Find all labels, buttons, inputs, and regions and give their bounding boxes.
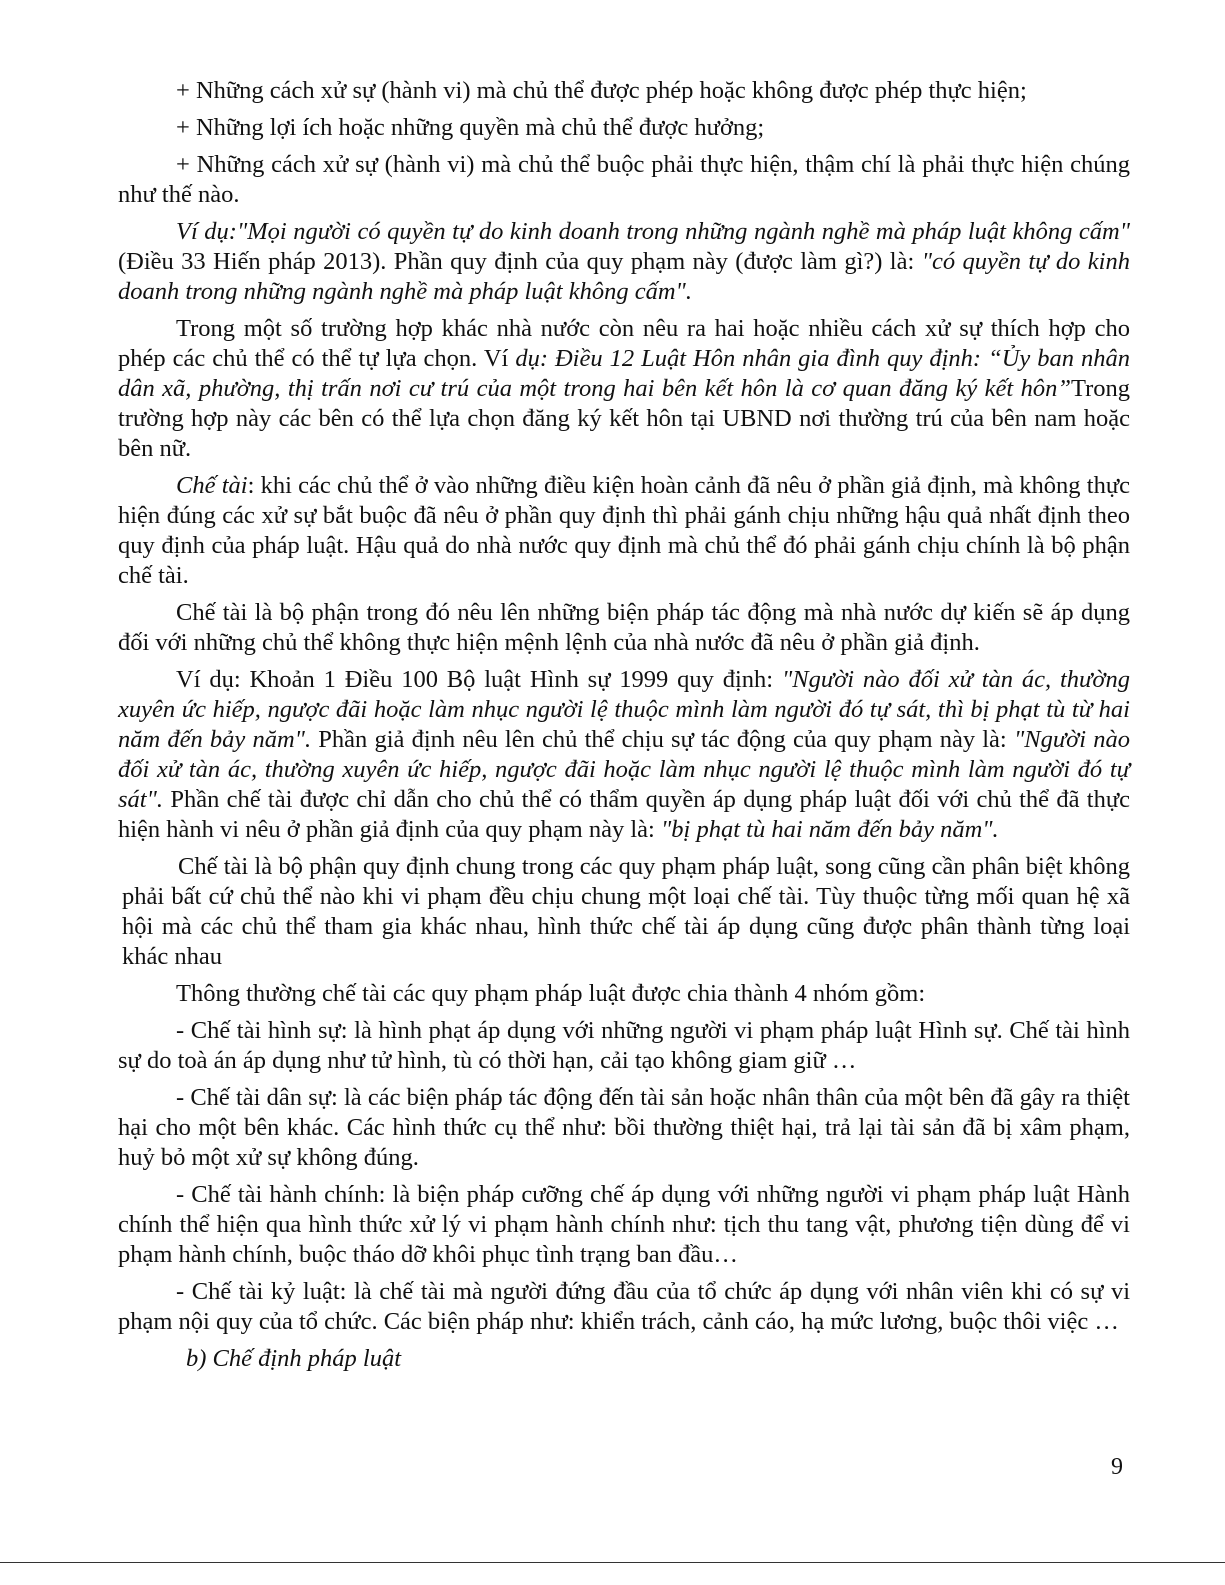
- text-run: Chế tài là bộ phận quy định chung trong các quy phạm pháp luật, song cũng cần phân biệt không phải bất cứ chủ thể nào khi vi phạm đều chịu chung một loại chế tài. Tùy thuộc từng mối quan hệ xã hội mà các chủ thể tham gia khác nhau, hình thức chế tài áp dụng cũng được phân thành từng loại khác nhau: [122, 853, 1130, 970]
- paragraph: [118, 471, 1130, 591]
- text-run: + Những cách xử sự (hành vi) mà chủ thể được phép hoặc không được phép thực hiện;: [176, 77, 1027, 104]
- text-run: - Chế tài hành chính: là biện pháp cưỡng chế áp dụng với những người vi phạm pháp luật Hành chính thể hiện qua hình thức xử lý vi phạm hành chính như: tịch thu tang vật, phương tiện dùng để vi phạm hành chính, buộc tháo dỡ khôi phục tình trạng ban đầu…: [118, 1181, 1130, 1268]
- italic-text: "Người nào đối xử tàn ác, thường xuyên ức hiếp, ngược đãi hoặc làm nhục người lệ thuộc mình làm người đó tự sát".: [118, 726, 1130, 813]
- paragraph: [118, 76, 1130, 106]
- paragraph: [118, 314, 1130, 464]
- paragraph: [118, 217, 1130, 307]
- section-heading: b) Chế định pháp luật: [186, 1345, 402, 1372]
- page-number: 9: [1111, 1454, 1123, 1480]
- text-run: - Chế tài hình sự: là hình phạt áp dụng với những người vi phạm pháp luật Hình sự. Chế tài hình sự do toà án áp dụng như tử hình, tù có thời hạn, cải tạo không giam giữ …: [118, 1017, 1130, 1074]
- text-run: Thông thường chế tài các quy phạm pháp luật được chia thành 4 nhóm gồm:: [176, 980, 926, 1007]
- text-run: : khi các chủ thể ở vào những điều kiện hoàn cảnh đã nêu ở phần giả định, mà không thực hiện đúng các xử sự bắt buộc đã nêu ở phần quy định thì phải gánh chịu những hậu quả nhất định theo quy định của pháp luật. Hậu quả do nhà nước quy định mà chủ thể đó phải gánh chịu chính là bộ phận chế tài.: [118, 472, 1130, 589]
- paragraph: [118, 598, 1130, 658]
- text-run: Phần chế tài được chỉ dẫn cho chủ thể có thẩm quyền áp dụng pháp luật đối với chủ thể đã thực hiện hành vi nêu ở phần giả định của quy phạm này là:: [118, 786, 1130, 843]
- bottom-rule: [0, 1562, 1225, 1563]
- italic-text: Chế tài: [176, 472, 248, 499]
- document-body: [118, 76, 1130, 1374]
- text-run: Chế tài là bộ phận trong đó nêu lên những biện pháp tác động mà nhà nước dự kiến sẽ áp dụng đối với những chủ thể không thực hiện mệnh lệnh của nhà nước đã nêu ở phần giả định.: [118, 599, 1130, 656]
- italic-text: "bị phạt tù hai năm đến bảy năm".: [660, 816, 999, 843]
- text-run: (Điều 33 Hiến pháp 2013). Phần quy định của quy phạm này (được làm gì?) là:: [118, 248, 922, 275]
- text-run: + Những lợi ích hoặc những quyền mà chủ thể được hưởng;: [176, 114, 765, 141]
- paragraph: [118, 1180, 1130, 1270]
- paragraph: [118, 1277, 1130, 1337]
- italic-text: Ví dụ:"Mọi người có quyền tự do kinh doanh trong những ngành nghề mà pháp luật không cấm": [176, 218, 1130, 245]
- text-run: + Những cách xử sự (hành vi) mà chủ thể buộc phải thực hiện, thậm chí là phải thực hiện chúng như thế nào.: [118, 151, 1130, 208]
- italic-text: "có quyền tự do kinh doanh trong những ngành nghề mà pháp luật không cấm".: [118, 248, 1130, 305]
- text-run: Phần giả định nêu lên chủ thể chịu sự tác động của quy phạm này là:: [311, 726, 1014, 753]
- italic-text: dụ: Điều 12 Luật Hôn nhân gia đình quy định: “Ủy ban nhân dân xã, phường, thị trấn nơi cư trú của một trong hai bên kết hôn là cơ quan đăng ký kết hôn”: [118, 345, 1130, 402]
- text-run: Ví dụ: Khoản 1 Điều 100 Bộ luật Hình sự 1999 quy định:: [176, 666, 782, 693]
- paragraph: [118, 1016, 1130, 1076]
- text-run: Trong một số trường hợp khác nhà nước còn nêu ra hai hoặc nhiều cách xử sự thích hợp cho phép các chủ thể có thể tự lựa chọn. Ví: [118, 315, 1130, 372]
- text-run: - Chế tài kỷ luật: là chế tài mà người đứng đầu của tổ chức áp dụng với nhân viên khi có sự vi phạm nội quy của tổ chức. Các biện pháp như: khiển trách, cảnh cáo, hạ mức lương, buộc thôi việc …: [118, 1278, 1130, 1335]
- paragraph: [118, 150, 1130, 210]
- text-run: - Chế tài dân sự: là các biện pháp tác động đến tài sản hoặc nhân thân của một bên đã gây ra thiệt hại cho một bên khác. Các hình thức cụ thể như: bồi thường thiệt hại, trả lại tài sản đã bị xâm phạm, huỷ bỏ một xử sự không đúng.: [118, 1084, 1130, 1171]
- paragraph: [118, 979, 1130, 1009]
- italic-text: "Người nào đối xử tàn ác, thường xuyên ức hiếp, ngược đãi hoặc làm nhục người lệ thuộc mình làm người đó tự sát, thì bị phạt tù từ hai năm đến bảy năm".: [118, 666, 1130, 753]
- paragraph: [118, 852, 1130, 972]
- paragraph-list: [118, 76, 1130, 1337]
- paragraph: [118, 113, 1130, 143]
- paragraph: [118, 665, 1130, 845]
- text-run: Trong trường hợp này các bên có thể lựa chọn đăng ký kết hôn tại UBND nơi thường trú của bên nam hoặc bên nữ.: [118, 375, 1130, 462]
- paragraph: [118, 1083, 1130, 1173]
